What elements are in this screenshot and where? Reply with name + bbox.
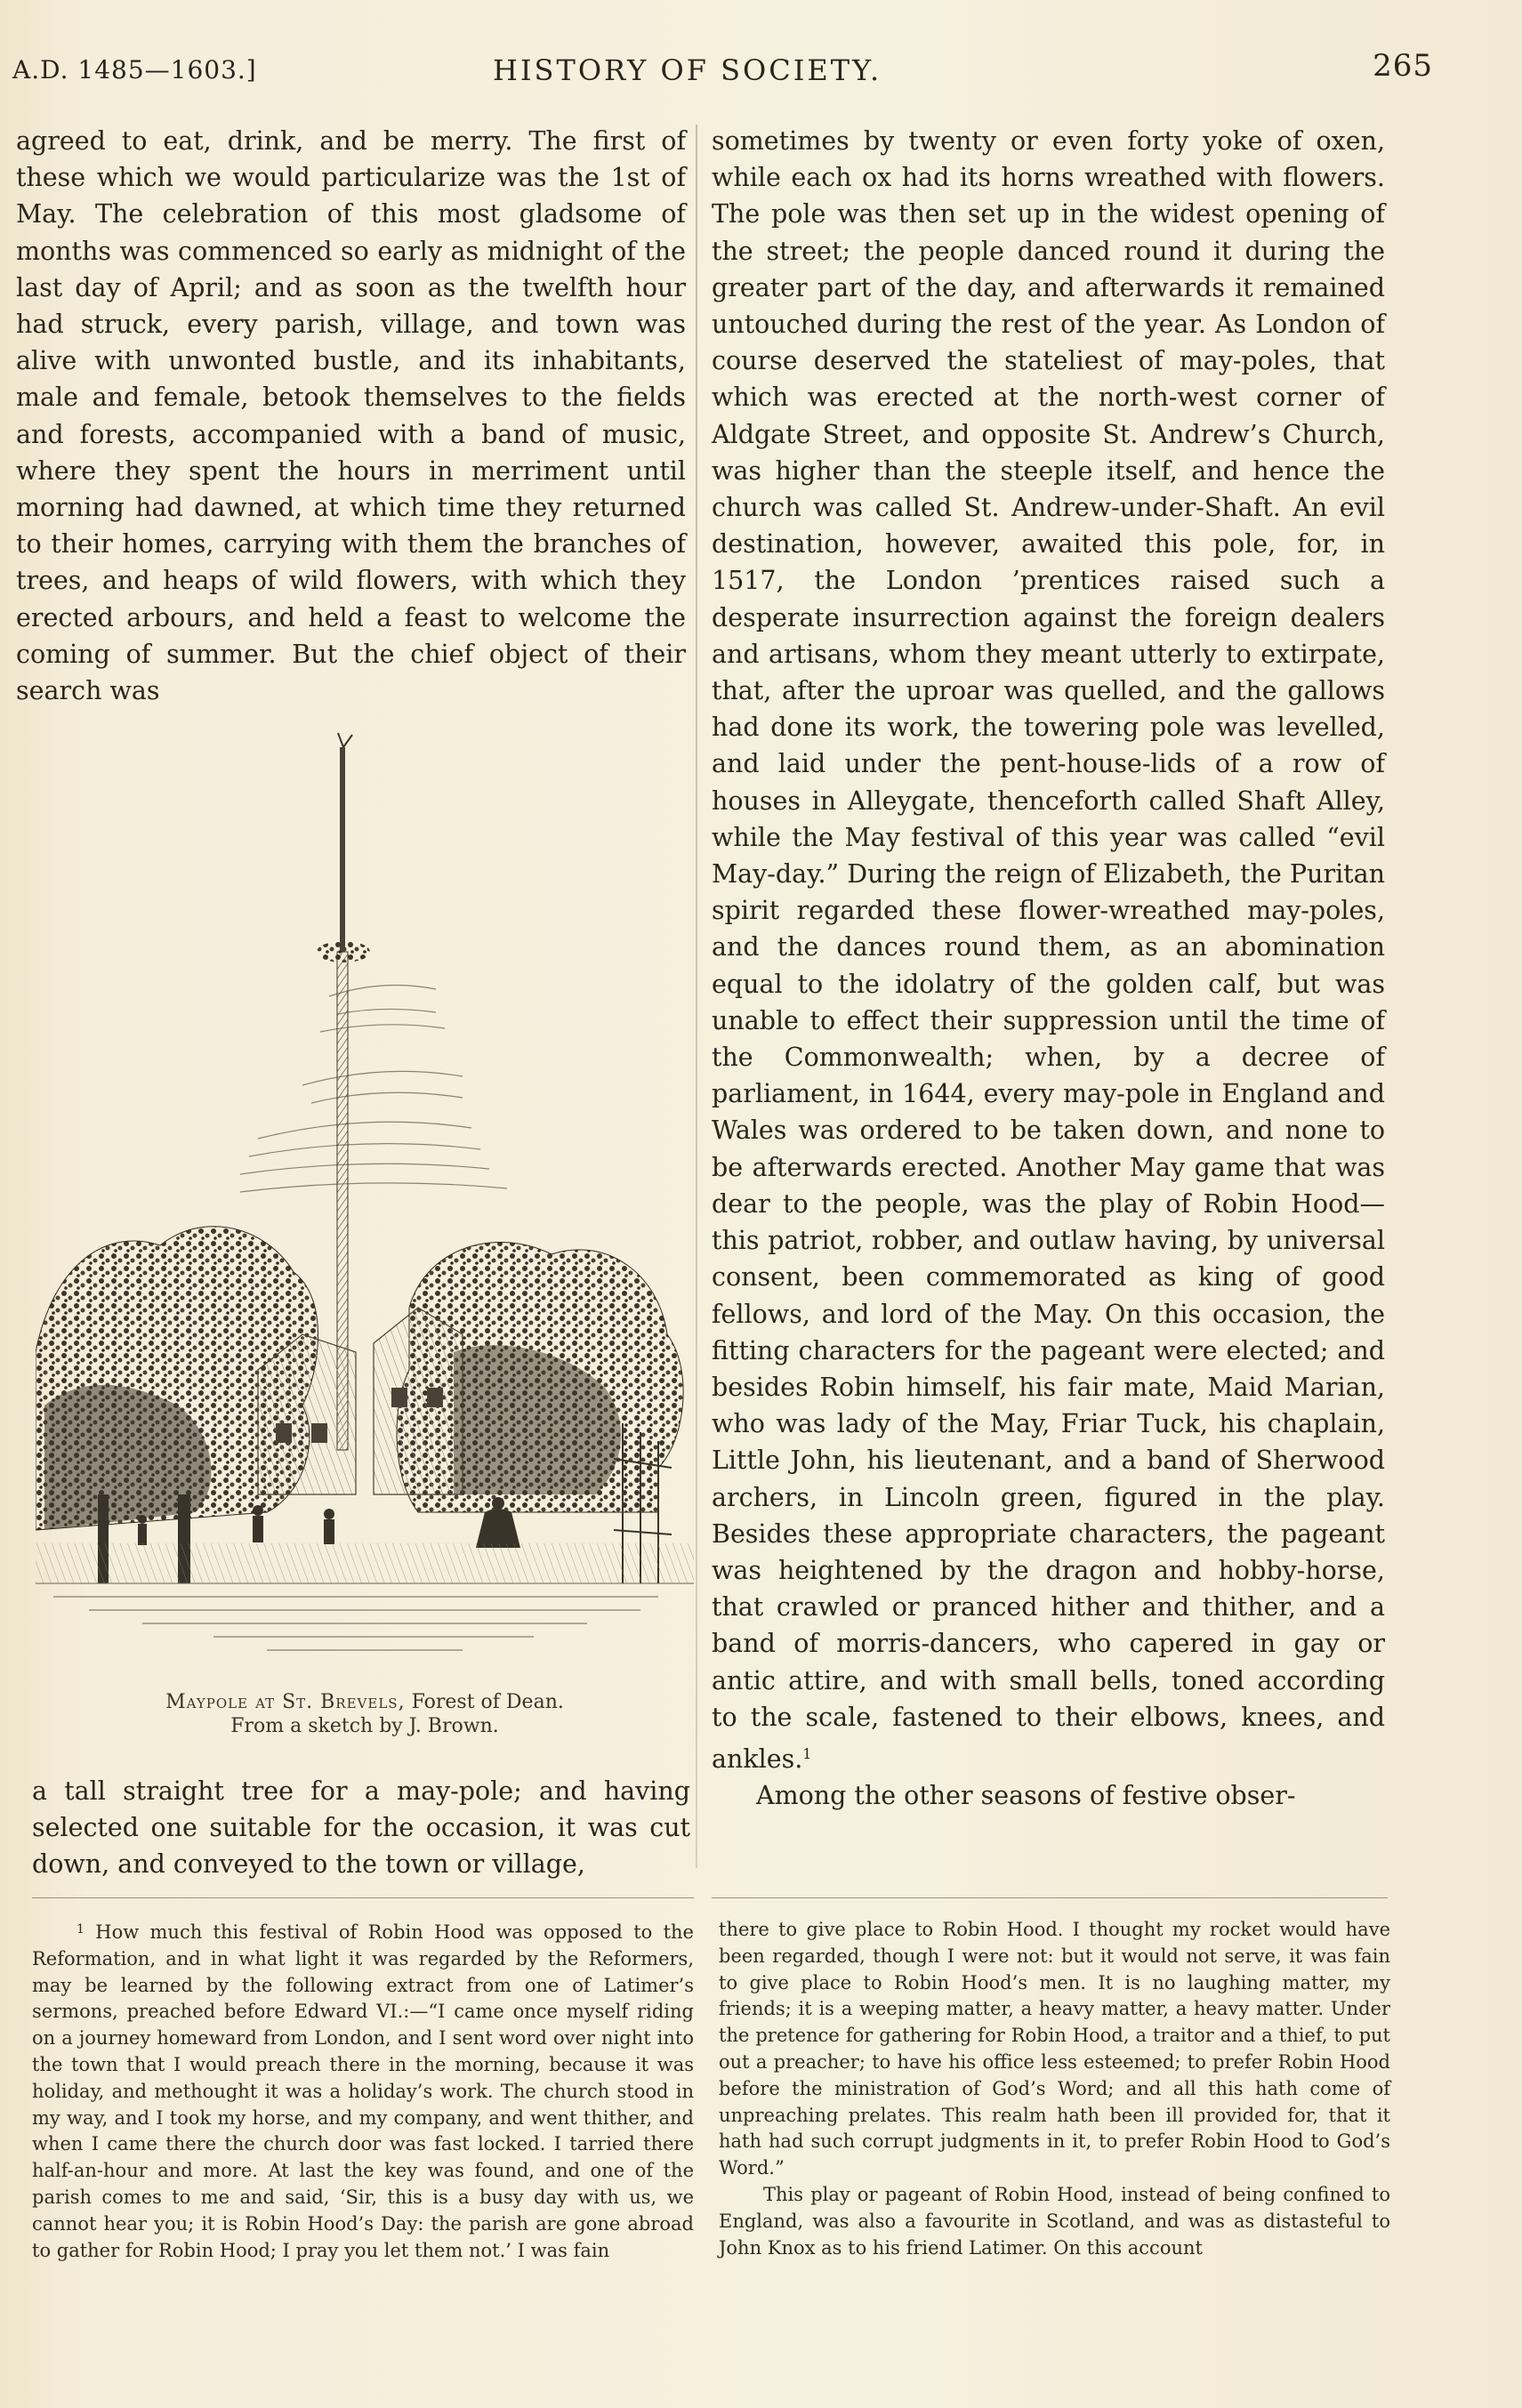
left-column-bottom (32, 1773, 690, 1883)
footnote-paragraph: This play or pageant of Robin Hood, instead of being confined to England, was also a favourite in Scotland, and was as distasteful to John Knox as to his friend Latimer. On this account (719, 2183, 1390, 2259)
figure-caption (36, 1690, 694, 1738)
running-title: HISTORY OF SOCIETY. (493, 53, 882, 87)
header-date-range: A.D. 1485—1603.] (12, 55, 257, 85)
right-column (712, 123, 1385, 1814)
caption-line-1 (36, 1690, 694, 1714)
footnote-rule-left (32, 1897, 694, 1898)
page-header (12, 46, 1433, 100)
caption-line-2: From a sketch by J. Brown. (230, 1715, 499, 1737)
maypole-illustration (36, 729, 694, 1672)
column-divider (696, 125, 697, 1868)
body-paragraph: a tall straight tree for a may-pole; and having selected one suitable for the occasion, it was cut down, and conveyed to the town or village, (32, 1776, 690, 1880)
body-paragraph (712, 123, 1385, 1777)
page-number: 265 (1373, 48, 1433, 84)
footnote-rule-right (712, 1897, 1388, 1898)
footnote-left (32, 1917, 694, 2264)
footnote-reference[interactable]: 1 (802, 1744, 812, 1762)
body-paragraph: agreed to eat, drink, and be merry. The first of these which we would particularize was the 1st of May. The celebration of this most gladsome of months was commenced so early as midnight of the last day of April; and as soon as the twelfth hour had struck, every parish, village, and town was alive with unwonted bustle, and its inhabitants, male and female, betook themselves to the fields and forests, accompanied with a band of music, where they spent the hours in merriment until morning had dawned, at which time they returned to their homes, carrying with them the branches of trees, and heaps of wild flowers, with which they erected arbours, and held a feast to welcome the coming of summer. But the chief object of their search was (16, 126, 686, 706)
footnote-paragraph: there to give place to Robin Hood. I thought my rocket would have been regarded, though I were not: but it would not serve, it was fain to give place to Robin Hood’s men. It is no laughing matter, my friends; it is a weeping matter, a heavy matter, a heavy matter. Under the pretence for gathering for Robin Hood, a traitor and a thief, to put out a preacher; to have his office less esteemed; to prefer Robin Hood before the ministration of God’s Word; and all this hath come of unpreaching prelates. This realm hath been ill provided for, that it hath had such corrupt judgments in it, to prefer Robin Hood to God’s Word.” (719, 1919, 1390, 2179)
caption-location: Forest of Dean. (405, 1691, 564, 1713)
caption-title: Maypole at St. Brevels, (165, 1691, 406, 1713)
footnote-paragraph (32, 1917, 694, 2264)
left-column-top (16, 123, 686, 709)
footnote-text: How much this festival of Robin Hood was opposed to the Reformation, and in what light it was regarded by the Reformers, may be learned by the following extract from one of Latimer’s sermons, preached before Edward VI.:—“I came once myself riding on a journey homeward from London, and I sent word over night into the town that I would preach there in the morning, because it was holiday, and methought it was a holiday’s work. The church stood in my way, and I took my horse, and my company, and went thither, and when I came there the church door was fast locked. I tarried there half-an-hour and more. At last the key was found, and one of the parish comes to me and said, ‘Sir, this is a busy day with us, we cannot hear you; it is Robin Hood’s Day: the parish are gone abroad to gather for Robin Hood; I pray you let them not.’ I was fain (32, 1921, 694, 2261)
body-text: sometimes by twenty or even forty yoke of oxen, while each ox had its horns wreathed with flowers. The pole was then set up in the widest opening of the street; the people danced round it during the greater part of the day, and afterwards it remained untouched during the rest of the year. As London of course deserved the stateliest of may-poles, that which was erected at the north-west corner of Aldgate Street, and opposite St. Andrew’s Church, was higher than the steeple itself, and hence the church was called St. Andrew-under-Shaft. An evil destination, however, awaited this pole, for, in 1517, the London ’prentices raised such a desperate insurrection against the foreign dealers and artisans, whom they meant utterly to extirpate, that, after the uproar was quelled, and the gallows had done its work, the towering pole was levelled, and laid under the pent-house-lids of a row of houses in Alleygate, thenceforth called Shaft Alley, while the May festival of this year was called “evil May-day.” During the reign of Elizabeth, the Puritan spirit regarded these flower-wreathed may-poles, and the dances round them, as an abomination equal to the idolatry of the golden calf, but was unable to effect their suppression until the time of the Commonwealth; when, by a decree of parliament, in 1644, every may-pole in England and Wales was ordered to be taken down, and none to be afterwards erected. Another May game that was dear to the people, was the play of Robin Hood—this patriot, robber, and outlaw having, by universal consent, been commemorated as king of good fellows, and lord of the May. On this occasion, the fitting characters for the pageant were elected; and besides Robin himself, his fair mate, Maid Marian, who was lady of the May, Friar Tuck, his chaplain, Little John, his lieutenant, and a band of Sherwood archers, in Lincoln green, figured in the play. Besides these appropriate characters, the pageant was heightened by the dragon and hobby-horse, that crawled or pranced hither and thither, and a band of morris-dancers, who capered in gay or antic attire, and with small bells, toned according to the scale, fastened to their elbows, knees, and ankles. (712, 126, 1385, 1774)
footnote-right (719, 1917, 1390, 2261)
footnote-marker: 1 (77, 1922, 85, 1937)
body-paragraph: Among the other seasons of festive obser- (756, 1781, 1296, 1811)
